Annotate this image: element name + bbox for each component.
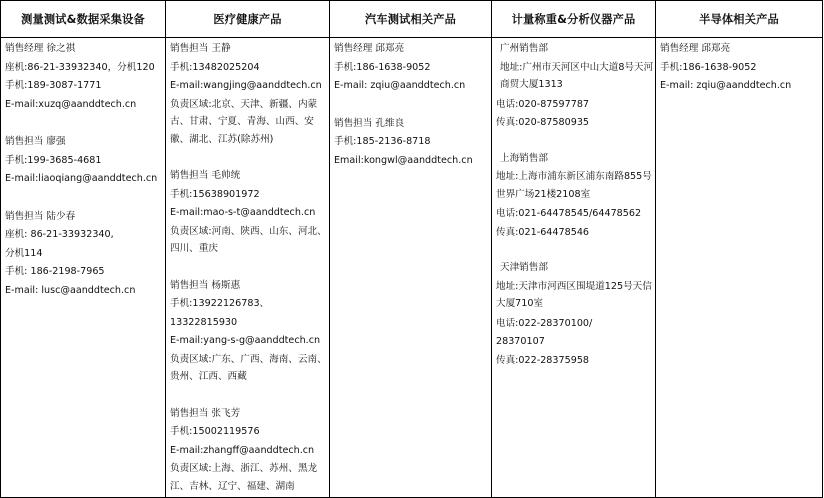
contact-mobile: 手机: 186-2198-7965	[5, 266, 105, 277]
contact-mobile: 手机:15002119576	[170, 426, 260, 437]
contact-block	[5, 133, 165, 189]
contact-email: E-mail:xuzq@aanddtech.cn	[5, 98, 137, 110]
header-row	[1, 1, 823, 38]
contact-title: 销售担当 张飞芳	[170, 407, 241, 419]
contact-email: E-mail: zqiu@aanddtech.cn	[660, 80, 792, 91]
office-phone: 电话:022-28370100/	[496, 317, 593, 329]
contact-mobile-2: 13322815930	[170, 316, 238, 328]
column-weighing	[492, 38, 656, 498]
office-name: 广州销售部	[500, 43, 548, 54]
contact-title: 销售担当 毛帅统	[170, 170, 241, 181]
column-semiconductor	[656, 38, 823, 498]
column-header-medical: 医疗健康产品	[166, 1, 330, 38]
contact-block	[334, 40, 491, 96]
contact-title: 销售担当 廖强	[5, 136, 66, 147]
office-phone-2: 28370107	[496, 336, 545, 347]
contact-title: 销售经理 邱郑亮	[334, 43, 405, 54]
contact-block	[5, 208, 165, 301]
contact-email: E-mail: lusc@aanddtech.cn	[5, 284, 136, 296]
column-automotive	[330, 38, 492, 498]
column-medical	[166, 38, 330, 498]
contact-block	[170, 277, 329, 386]
contact-block	[660, 40, 822, 96]
contact-mobile: 手机:185-2136-8718	[334, 136, 431, 147]
office-address: 地址:广州市天河区中山大道8号天河商贸大厦1313	[500, 61, 654, 90]
contact-email: E-mail:mao-s-t@aanddtech.cn	[170, 207, 316, 218]
column-header-measurement: 测量测试&数据采集设备	[1, 1, 166, 38]
contact-block	[170, 40, 329, 148]
column-header-semiconductor: 半导体相关产品	[656, 1, 823, 38]
contact-title: 销售担当 孔维良	[334, 117, 405, 129]
contact-email: E-mail:yang-s-g@aanddtech.cn	[170, 335, 321, 346]
office-name: 天津销售部	[500, 262, 548, 273]
contact-mobile: 手机:13922126783、	[170, 298, 270, 309]
office-fax: 传真:020-87580935	[496, 117, 590, 128]
contact-block	[170, 405, 329, 496]
contact-title: 销售担当 杨斯惠	[170, 279, 241, 291]
contact-mobile: 手机:186-1638-9052	[660, 61, 757, 73]
column-measurement	[1, 38, 166, 498]
contact-email: E-mail:wangjing@aanddtech.cn	[170, 80, 322, 91]
contact-email: E-mail:liaoqiang@aanddtech.cn	[5, 173, 158, 184]
office-address: 地址:天津市河西区围堤道125号天信大厦710室	[496, 280, 652, 309]
contact-region: 负责区域:北京、天津、新疆、内蒙古、甘肃、宁夏、青海、山西、安徽、湖北、江苏(除苏州)	[170, 98, 318, 145]
column-header-automotive: 汽车测试相关产品	[330, 1, 492, 38]
contact-email: Email:kongwl@aanddtech.cn	[334, 154, 473, 166]
contact-region: 负责区域:广东、广西、海南、云南、贵州、江西、西藏	[170, 353, 327, 382]
contact-mobile: 手机:13482025204	[170, 61, 260, 73]
contact-mobile: 手机:15638901972	[170, 188, 260, 200]
contact-mobile: 手机:189-3087-1771	[5, 80, 102, 91]
contact-email: E-mail:zhangff@aanddtech.cn	[170, 444, 315, 456]
contact-title: 销售经理 邱郑亮	[660, 43, 731, 54]
contact-region: 负责区域:上海、浙江、苏州、黑龙江、吉林、辽宁、福建、湖南	[170, 463, 318, 492]
contact-landline: 座机: 86-21-33932340,	[5, 229, 114, 240]
contact-region: 负责区域:河南、陕西、山东、河北、四川、重庆	[170, 225, 327, 254]
office-fax: 传真:022-28375958	[496, 354, 590, 366]
office-block	[496, 259, 655, 370]
office-fax: 传真:021-64478546	[496, 226, 590, 238]
contact-block	[334, 115, 491, 171]
contacts-row	[1, 38, 823, 498]
contact-block	[5, 40, 165, 114]
contact-landline: 座机:86-21-33932340，分机120	[5, 61, 155, 73]
office-phone: 电话:021-64478545/64478562	[496, 208, 642, 219]
contact-title: 销售经理 徐之祺	[5, 43, 76, 54]
office-block	[496, 150, 655, 243]
column-header-weighing: 计量称重&分析仪器产品	[492, 1, 656, 38]
contact-block	[170, 167, 329, 258]
office-phone: 电话:020-87597787	[496, 98, 590, 110]
contact-title: 销售担当 王静	[170, 43, 231, 54]
contact-extension: 分机114	[5, 247, 43, 259]
office-name: 上海销售部	[500, 152, 548, 164]
contact-email: E-mail: zqiu@aanddtech.cn	[334, 80, 466, 91]
contact-title: 销售担当 陆少春	[5, 210, 76, 222]
contact-mobile: 手机:199-3685-4681	[5, 154, 102, 166]
contact-mobile: 手机:186-1638-9052	[334, 61, 431, 73]
office-address: 地址:上海市浦东新区浦东南路855号世界广场21楼2108室	[496, 171, 652, 200]
office-block	[496, 40, 655, 133]
